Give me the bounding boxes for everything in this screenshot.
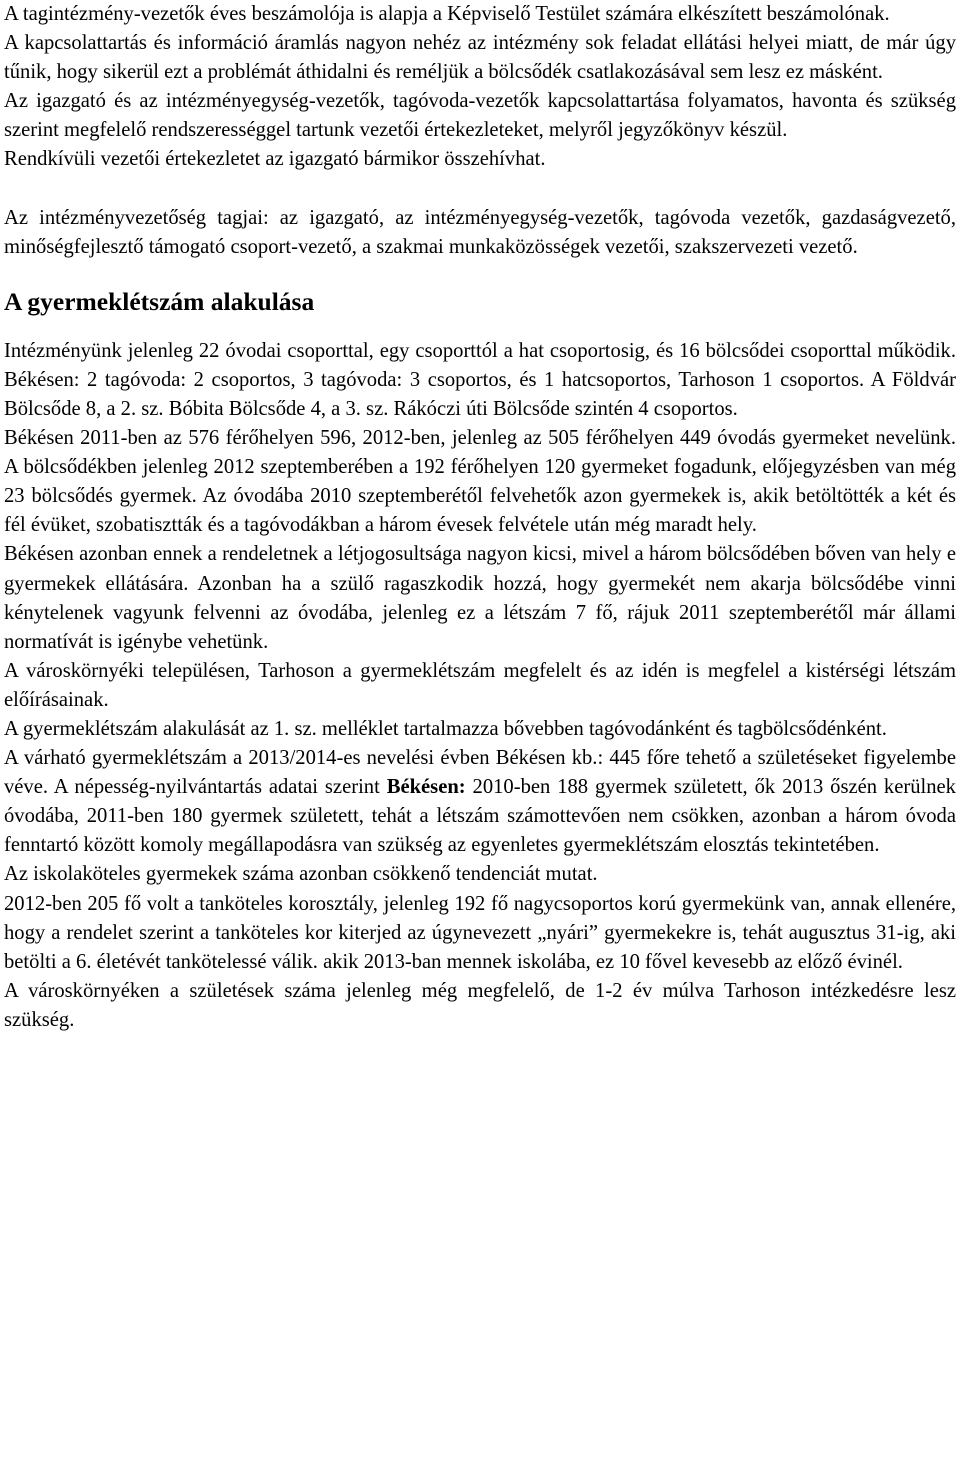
section-heading: A gyermeklétszám alakulása: [4, 286, 315, 316]
document-page: [4, 0, 956, 1035]
spacer: [4, 175, 956, 204]
paragraph-school-age-numbers: 2012-ben 205 fő volt a tanköteles korosztály, jelenleg 192 fő nagycsoportos korú gyermekünk van, annak ellenére, hogy a rendelet szerint a tanköteles kor kiterjed az úgynevezett „nyári” gyermekekre is, tehát augusztus 31-ig, aki betölti a 6. életévét tankötelessé válik. akik 2013-ban mennek iskolába, ez 10 fővel kevesebb az előző évinél.: [4, 892, 956, 973]
paragraph-report-basis: A tagintézmény-vezetők éves beszámolója is alapja a Képviselő Testület számára elkészített beszámolónak.: [4, 3, 890, 25]
paragraph-appendix: A gyermeklétszám alakulását az 1. sz. melléklet tartalmazza bővebben tagóvodánként és tagbölcsődénként.: [4, 717, 887, 740]
paragraph-nursery-capacity: Békésen azonban ennek a rendeletnek a létjogosultsága nagyon kicsi, mivel a három bölcsődében bőven van hely e gyermekek ellátására. Azonban ha a szülő ragaszkodik hozzá, hogy gyermekét nem akarja bölcsődébe vinni kénytelenek vagyunk felvenni az óvodába, jelenleg ez a létszám 7 fő, rájuk 2011 szeptemberétől már állami normatívát is igénybe vehetünk.: [4, 543, 956, 653]
spacer: [4, 319, 956, 337]
paragraph-leadership-members: Az intézményvezetőség tagjai: az igazgató, az intézményegység-vezetők, tagóvoda vezetők, gazdaságvezető, minőségfejlesztő támogató csoport-vezető, a szakmai munkaközösségek vezetői, szakszervezeti vezető.: [4, 206, 956, 258]
expected-text-start: A várható gyermeklétszám a 2013/2014-es nevelési évben Békésen kb.: 445 főre tehető a születéseket figyelembe véve. A népesség-nyilvántartás adatai szerint: [4, 747, 956, 799]
paragraph-tarhos: A városkörnyéki településen, Tarhoson a gyermeklétszám megfelelt és az idén is megfelel a kistérségi létszám előírásainak.: [4, 659, 956, 711]
paragraph-expected-enrollment: [4, 744, 956, 860]
paragraph-enrollment: Békésen 2011-ben az 576 férőhelyen 596, 2012-ben, jelenleg az 505 férőhelyen 449 óvodás gyermeket nevelünk. A bölcsődékben jelenleg 2012 szeptemberében a 192 férőhelyen 120 gyermeket fogadunk, előjegyzésben van még 23 bölcsődés gyermek. Az óvodába 2010 szeptemberétől felvehetők azon gyermekek is, akik betöltötték a két és fél évüket, szobatisztták és a tagóvodákban a három évesek felvétele után még maradt hely.: [4, 427, 956, 537]
paragraph-groups: Intézményünk jelenleg 22 óvodai csoporttal, egy csoporttól a hat csoportosig, és 16 bölcsődei csoporttal működik. Békésen: 2 tagóvoda: 2 csoportos, 3 tagóvoda: 3 csoportos, és 1 hatcsoportos, Tarhoson 1 csoportos. A Földvár Bölcsőde 8, a 2. sz. Bóbita Bölcsőde 4, a 3. sz. Rákóczi úti Bölcsőde szintén 4 csoportos.: [4, 339, 956, 420]
spacer: [4, 262, 956, 285]
expected-text-end: 2010-ben 188 gyermek született, ők 2013 őszén kerülnek óvodába, 2011-ben 180 gyermek született, tehát a létszám számottevően nem csökken, azonban a három óvoda fenntartó között komoly megállapodásra van szükség az egyenletes gyermeklétszám elosztás tekintetében.: [4, 776, 956, 857]
paragraph-communication: A kapcsolattartás és információ áramlás nagyon nehéz az intézmény sok feladat ellátási helyei miatt, de már úgy tűnik, hogy sikerül ezt a problémát áthidalni és reméljük a bölcsődék csatlakozásával sem lesz ez másként.: [4, 32, 956, 84]
paragraph-school-age-trend: Az iskolaköteles gyermekek száma azonban csökkenő tendenciát mutat.: [4, 863, 598, 886]
expected-bold-location: Békésen:: [386, 776, 466, 799]
paragraph-extraordinary-meeting: Rendkívüli vezetői értekezletet az igazgató bármikor összehívhat.: [4, 148, 546, 171]
paragraph-meetings: Az igazgató és az intézményegység-vezetők, tagóvoda-vezetők kapcsolattartása folyamatos, havonta és szükség szerint megfelelő rendszerességgel tartunk vezetői értekezleteket, melyről jegyzőkönyv készül.: [4, 90, 956, 142]
paragraph-suburban-births: A városkörnyéken a születések száma jelenleg még megfelelő, de 1-2 év múlva Tarhoson intézkedésre lesz szükség.: [4, 979, 956, 1031]
